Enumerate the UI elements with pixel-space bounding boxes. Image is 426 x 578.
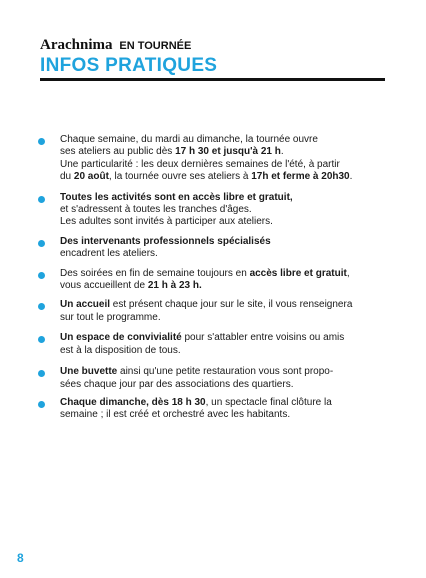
text: , un spectacle final clôture la — [205, 396, 332, 408]
tour-label: EN TOURNÉE — [119, 40, 192, 52]
text: ses ateliers au public dès — [60, 146, 176, 158]
title-divider — [40, 78, 385, 81]
text: sées chaque jour par des associations des quartiers. — [60, 378, 294, 390]
bold-text: Des intervenants professionnels spécialisés — [60, 235, 271, 247]
text-line — [60, 312, 386, 324]
text-line — [60, 192, 386, 204]
bold-text: 17 h 30 et jusqu'à 21 h — [175, 146, 281, 158]
text-line — [60, 280, 386, 292]
brand-line — [40, 36, 217, 54]
bullet-icon — [38, 196, 45, 203]
text: et s'adressent à toutes les tranches d'âges. — [60, 204, 252, 216]
text-line — [60, 171, 386, 183]
bullet-icon — [38, 336, 45, 343]
text: ainsi qu'une petite restauration vous sont propo- — [117, 366, 334, 378]
bullet-icon — [38, 272, 45, 279]
bold-text: Une buvette — [60, 366, 118, 378]
text: sur tout le programme. — [60, 311, 161, 323]
bold-text: Toutes les activités sont en accès libre et gratuit, — [60, 191, 293, 203]
text: est à la disposition de tous. — [60, 344, 181, 356]
info-item — [38, 366, 386, 391]
bold-text: Un espace de convivialité — [60, 332, 182, 344]
text-line — [60, 248, 386, 260]
bold-text: Chaque dimanche, dès 18 h 30 — [60, 396, 206, 408]
text-line — [60, 146, 386, 158]
text: . — [280, 146, 284, 158]
text: Les adultes sont invités à participer aux ateliers. — [60, 216, 273, 228]
info-list — [38, 134, 386, 422]
text-line — [60, 397, 386, 409]
info-item — [38, 332, 386, 357]
info-item — [38, 268, 386, 293]
text: encadrent les ateliers. — [60, 248, 158, 260]
text: Une particularité : les deux dernières semaines de l'été, à partir — [60, 158, 340, 170]
text-line — [60, 134, 386, 146]
info-item — [38, 192, 386, 229]
text: vous accueillent de — [60, 280, 148, 292]
bullet-icon — [38, 370, 45, 377]
info-item — [38, 134, 386, 184]
text-line — [60, 268, 386, 280]
bold-text: 20 août — [73, 171, 109, 183]
text: pour s'attabler entre voisins ou amis — [181, 332, 345, 344]
info-item — [38, 236, 386, 261]
text-line — [60, 236, 386, 248]
bold-text: 21 h à 23 h. — [147, 280, 202, 292]
text: semaine ; il est créé et orchestré avec les habitants. — [60, 409, 291, 421]
bullet-icon — [38, 240, 45, 247]
header — [40, 36, 217, 77]
brand-name: Arachnima — [40, 37, 113, 53]
text-line — [60, 366, 386, 378]
text: . — [349, 171, 353, 183]
text-line — [60, 204, 386, 216]
page-title: INFOS PRATIQUES — [40, 55, 218, 76]
bold-text: accès libre et gratuit — [249, 267, 347, 279]
bold-text: 17h et ferme à 20h30 — [251, 171, 350, 183]
text-line — [60, 345, 386, 357]
info-item — [38, 397, 386, 422]
text: , — [346, 267, 350, 279]
text: du — [60, 171, 74, 183]
page-number: 8 — [17, 551, 24, 565]
text-line — [60, 159, 386, 171]
info-item — [38, 299, 386, 324]
bold-text: Un accueil — [60, 299, 111, 311]
bullet-icon — [38, 138, 45, 145]
text-line — [60, 379, 386, 391]
text-line — [60, 409, 386, 421]
bullet-icon — [38, 401, 45, 408]
bullet-icon — [38, 303, 45, 310]
text-line — [60, 299, 386, 311]
text-line — [60, 216, 386, 228]
text: est présent chaque jour sur le site, il vous renseignera — [110, 299, 353, 311]
text-line — [60, 332, 386, 344]
text: Chaque semaine, du mardi au dimanche, la tournée ouvre — [60, 134, 318, 145]
text: Des soirées en fin de semaine toujours en — [60, 267, 250, 279]
text: , la tournée ouvre ses ateliers à — [108, 171, 252, 183]
